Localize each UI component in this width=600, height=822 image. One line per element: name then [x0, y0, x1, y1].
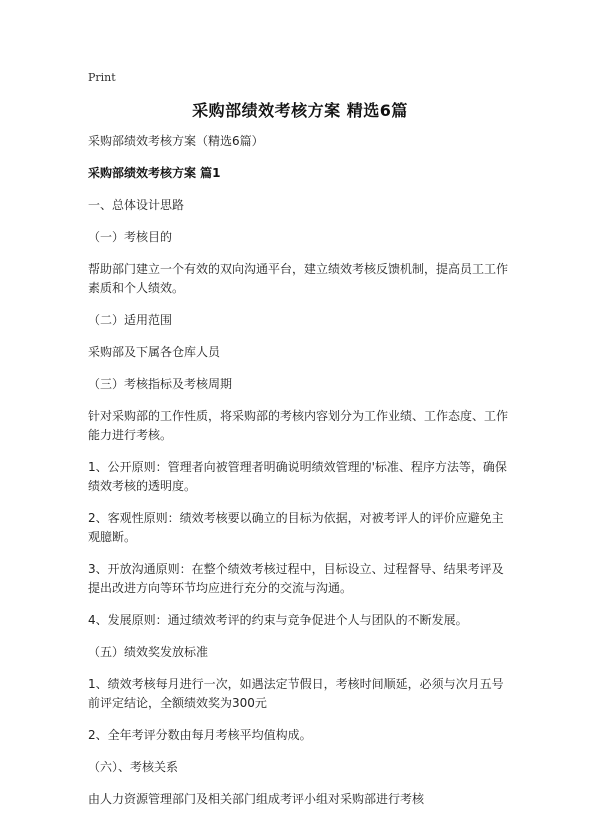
- paragraph: （六）、考核关系: [88, 760, 179, 774]
- paragraph: 针对采购部的工作性质，将采购部的考核内容划分为工作业绩、工作态度、工作能力进行考核。: [88, 409, 509, 442]
- page-title: 采购部绩效考核方案 精选6篇: [192, 101, 408, 120]
- paragraph: （二）适用范围: [88, 313, 173, 327]
- print-label: Print: [88, 71, 116, 84]
- paragraph-subtitle: 采购部绩效考核方案（精选6篇）: [88, 134, 264, 148]
- paragraph: 2、客观性原则：绩效考核要以确立的目标为依据，对被考评人的评价应避免主观臆断。: [88, 511, 504, 544]
- paragraph: （五）绩效奖发放标准: [88, 645, 209, 659]
- paragraph: 由人力资源管理部门及相关部门组成考评小组对采购部进行考核: [88, 792, 425, 806]
- paragraph: 4、发展原则：通过绩效考评的约束与竞争促进个人与团队的不断发展。: [88, 613, 468, 627]
- paragraph: 帮助部门建立一个有效的双向沟通平台，建立绩效考核反馈机制，提高员工工作素质和个人绩效。: [88, 262, 509, 295]
- section-heading: 采购部绩效考核方案 篇1: [88, 166, 221, 180]
- paragraph: 3、开放沟通原则：在整个绩效考核过程中，目标设立、过程督导、结果考评及提出改进方向等环节均应进行充分的交流与沟通。: [88, 562, 504, 595]
- paragraph: （三）考核指标及考核周期: [88, 377, 233, 391]
- paragraph: 1、公开原则：管理者向被管理者明确说明绩效管理的'标准、程序方法等，确保绩效考核的透明度。: [88, 460, 507, 493]
- paragraph: 采购部及下属各仓库人员: [88, 345, 221, 359]
- paragraph: （一）考核目的: [88, 230, 173, 244]
- paragraph: 2、全年考评分数由每月考核平均值构成。: [88, 728, 312, 742]
- document-body: [88, 132, 508, 822]
- paragraph: 一、总体设计思路: [88, 198, 185, 212]
- paragraph: 1、绩效考核每月进行一次，如遇法定节假日，考核时间顺延，必须与次月五号前评定结论，全额绩效奖为300元: [88, 677, 504, 710]
